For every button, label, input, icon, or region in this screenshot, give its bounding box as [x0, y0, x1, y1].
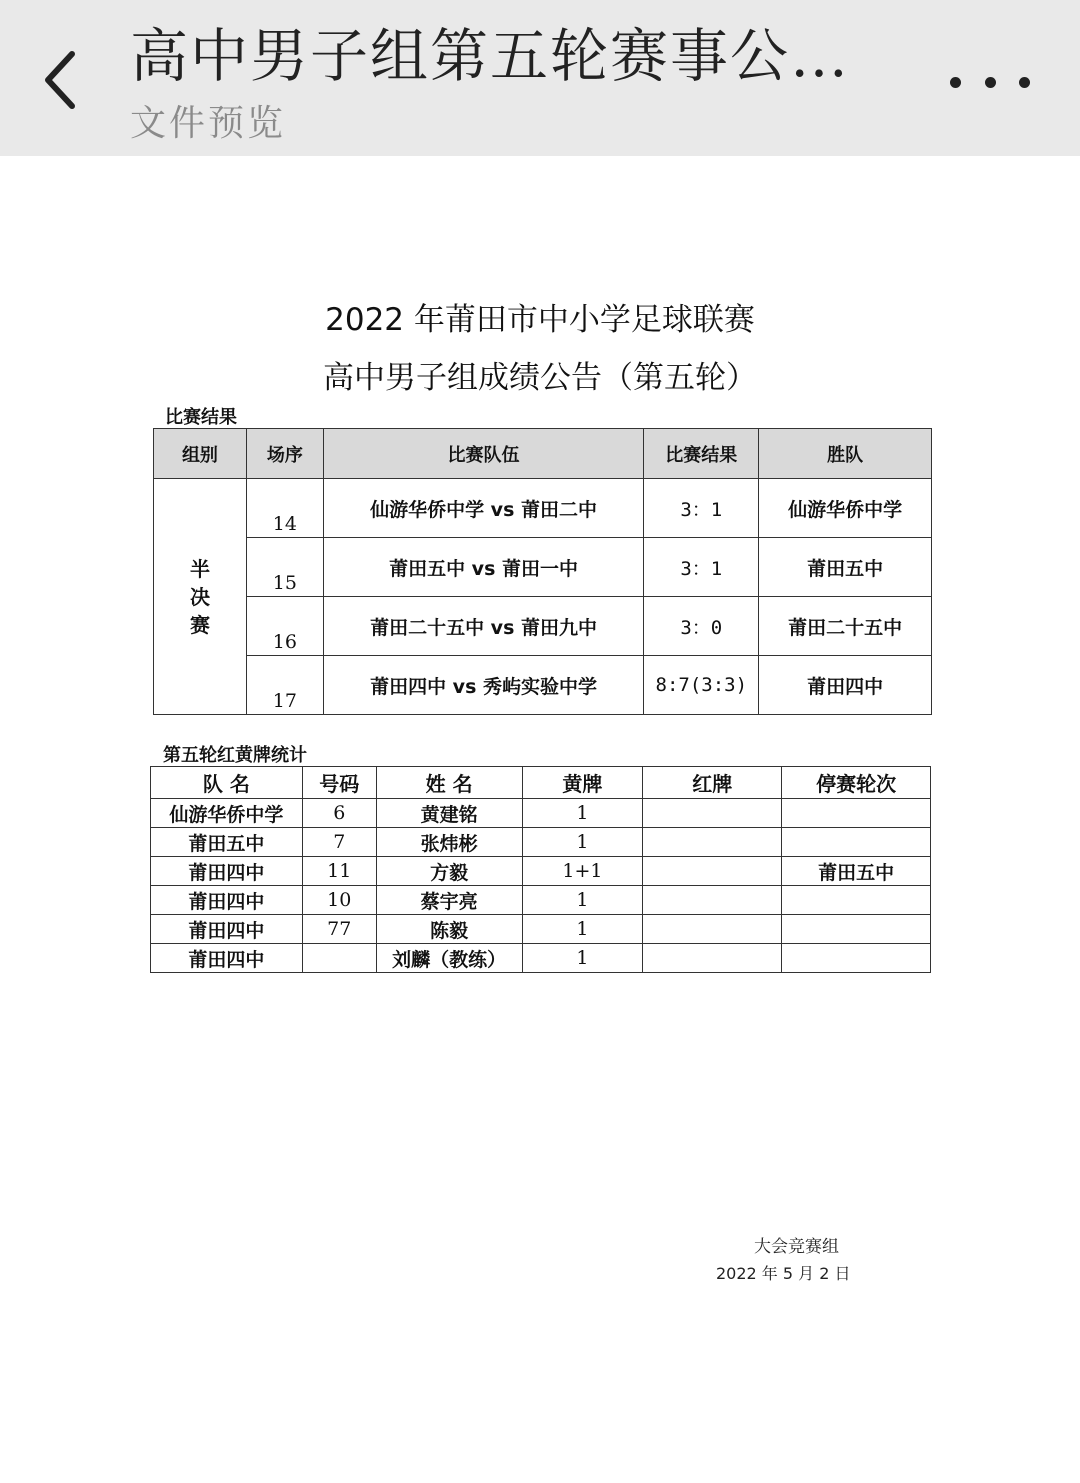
- column-header: 组别: [154, 429, 247, 479]
- match-seq: 15: [246, 538, 323, 597]
- column-header: 黄牌: [522, 767, 643, 799]
- column-header: 比赛结果: [644, 429, 759, 479]
- card-suspension: 莆田五中: [782, 857, 931, 886]
- column-header: 红牌: [643, 767, 782, 799]
- column-header: 场序: [246, 429, 323, 479]
- card-number: 7: [302, 828, 376, 857]
- match-winner: 莆田二十五中: [759, 597, 932, 656]
- column-header: 队 名: [151, 767, 303, 799]
- table-row: [151, 944, 931, 973]
- card-number: 10: [302, 886, 376, 915]
- match-winner: 莆田四中: [759, 656, 932, 715]
- match-seq: 16: [246, 597, 323, 656]
- card-number: 77: [302, 915, 376, 944]
- table-row: [151, 886, 931, 915]
- card-suspension: [782, 799, 931, 828]
- match-result: 3：1: [644, 479, 759, 538]
- card-red: [643, 886, 782, 915]
- card-team: 莆田四中: [151, 886, 303, 915]
- card-player-name: 黄建铭: [376, 799, 522, 828]
- column-header: 姓 名: [376, 767, 522, 799]
- card-yellow: 1: [522, 828, 643, 857]
- card-team: 莆田四中: [151, 944, 303, 973]
- card-team: 莆田四中: [151, 915, 303, 944]
- more-options-button[interactable]: [950, 62, 1030, 102]
- table-row: [154, 597, 932, 656]
- card-yellow: 1: [522, 886, 643, 915]
- table-header-row: [154, 429, 932, 479]
- more-dot-icon: [985, 77, 996, 88]
- match-seq: 17: [246, 656, 323, 715]
- match-winner: 仙游华侨中学: [759, 479, 932, 538]
- organizer-label: 大会竞赛组: [754, 1237, 839, 1257]
- page-subtitle: 文件预览: [130, 103, 287, 144]
- table-row: [151, 857, 931, 886]
- document-date: 2022 年 5 月 2 日: [716, 1264, 851, 1283]
- more-dot-icon: [1019, 77, 1030, 88]
- column-header: 停赛轮次: [782, 767, 931, 799]
- stage-cell: [154, 479, 247, 715]
- back-button[interactable]: [28, 40, 98, 120]
- chevron-left-icon: [28, 40, 98, 120]
- table-row: [154, 656, 932, 715]
- match-seq: 14: [246, 479, 323, 538]
- table-header-row: [151, 767, 931, 799]
- card-player-name: 方毅: [376, 857, 522, 886]
- card-yellow: 1+1: [522, 857, 643, 886]
- card-number: 6: [302, 799, 376, 828]
- card-yellow: 1: [522, 799, 643, 828]
- card-suspension: [782, 944, 931, 973]
- card-red: [643, 944, 782, 973]
- cards-section-label: 第五轮红黄牌统计: [163, 745, 307, 766]
- card-suspension: [782, 886, 931, 915]
- table-row: [151, 828, 931, 857]
- stage-label: 半决赛: [189, 556, 210, 637]
- card-number: [302, 944, 376, 973]
- match-result: 3：0: [644, 597, 759, 656]
- results-table: [153, 428, 932, 715]
- results-section-label: 比赛结果: [165, 407, 237, 428]
- card-player-name: 陈毅: [376, 915, 522, 944]
- column-header: 号码: [302, 767, 376, 799]
- card-red: [643, 915, 782, 944]
- card-player-name: 刘麟（教练）: [376, 944, 522, 973]
- column-header: 胜队: [759, 429, 932, 479]
- card-suspension: [782, 828, 931, 857]
- card-yellow: 1: [522, 944, 643, 973]
- page-title: 高中男子组第五轮赛事公…: [130, 22, 851, 90]
- card-team: 莆田四中: [151, 857, 303, 886]
- card-player-name: 蔡宇亮: [376, 886, 522, 915]
- card-red: [643, 799, 782, 828]
- table-row: [154, 479, 932, 538]
- match-teams: 莆田二十五中 vs 莆田九中: [323, 597, 644, 656]
- match-teams: 莆田五中 vs 莆田一中: [323, 538, 644, 597]
- card-team: 仙游华侨中学: [151, 799, 303, 828]
- more-dot-icon: [950, 77, 961, 88]
- match-result: 8:7(3:3): [644, 656, 759, 715]
- card-red: [643, 828, 782, 857]
- table-row: [151, 799, 931, 828]
- card-red: [643, 857, 782, 886]
- match-teams: 莆田四中 vs 秀屿实验中学: [323, 656, 644, 715]
- document-title: 2022 年莆田市中小学足球联赛: [325, 302, 755, 338]
- card-player-name: 张炜彬: [376, 828, 522, 857]
- table-row: [154, 538, 932, 597]
- card-number: 11: [302, 857, 376, 886]
- match-winner: 莆田五中: [759, 538, 932, 597]
- match-teams: 仙游华侨中学 vs 莆田二中: [323, 479, 644, 538]
- card-suspension: [782, 915, 931, 944]
- card-team: 莆田五中: [151, 828, 303, 857]
- card-yellow: 1: [522, 915, 643, 944]
- top-bar: [0, 0, 1080, 156]
- match-result: 3：1: [644, 538, 759, 597]
- cards-table: [150, 766, 931, 973]
- column-header: 比赛队伍: [323, 429, 644, 479]
- table-row: [151, 915, 931, 944]
- document-subtitle: 高中男子组成绩公告（第五轮）: [323, 360, 757, 396]
